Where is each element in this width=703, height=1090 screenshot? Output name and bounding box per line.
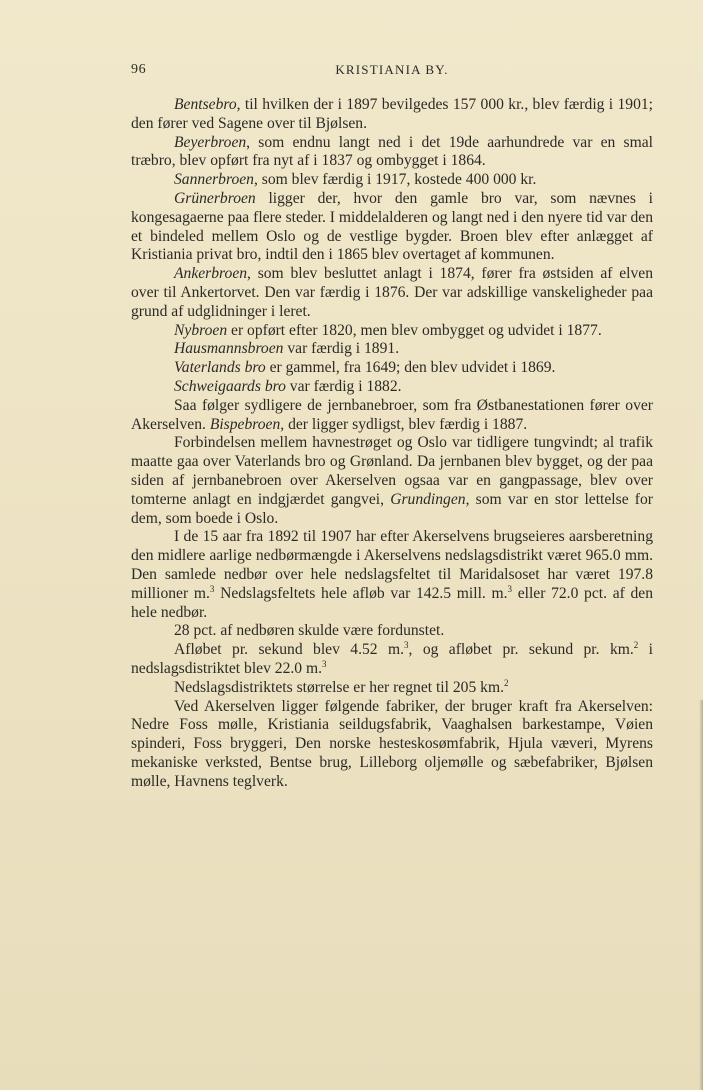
paragraph-text: , som var en stor lettelse for dem, som boede i Oslo.: [131, 490, 653, 527]
paragraph: [131, 698, 653, 792]
running-head: KRISTIANIA BY.: [335, 62, 449, 77]
paragraph-text: eller 72.0 pct. af den hele nedbør.: [131, 584, 654, 621]
bridge-name: Schweigaards bro: [174, 377, 286, 395]
paragraph: [131, 340, 653, 359]
paragraph: [131, 265, 653, 321]
paragraph: [131, 134, 653, 172]
page-number: 96: [131, 62, 147, 77]
superscript: 3: [209, 583, 215, 594]
page-header: [131, 62, 653, 82]
bridge-name: Grünerbroen: [174, 189, 256, 207]
bridge-name: Sannerbroen: [174, 171, 254, 189]
superscript: 3: [404, 640, 409, 651]
paragraph: [131, 96, 653, 134]
paragraph: [131, 622, 653, 641]
paragraph-text: var færdig i 1882.: [285, 377, 402, 395]
paragraph-text: er opført efter 1820, men blev ombygget og udvidet i 1877.: [227, 321, 602, 339]
paragraph: [131, 641, 653, 679]
paragraph-text: Afløbet pr. sekund blev 4.52 m.: [174, 641, 405, 659]
page-edge-shadow: [699, 700, 703, 1090]
body-text: [131, 96, 653, 791]
paragraph-text: Ved Akerselven ligger følgende fabriker, der bruger kraft fra Akerselven: Nedre Foss mølle, Kristiania seildugsfabrik, Vaaghalsen barkestampe, Vøien spinderi, Foss bryggeri, Den norske hesteskosømfabrik, Hjula væveri, Myrens mekaniske verksted, Bentse brug, Lilleborg oljemølle og sæbefabriker, Bjølsen mølle, Havnens teglverk.: [131, 697, 653, 790]
paragraph-text: Forbindelsen mellem havnestrøget og Oslo var tidligere tungvindt; al trafik maatte gaa over Vaterlands bro og Grønland. Da jernbanen blev bygget, og der paa siden af jernbanebroen over Akerselven ogsaa var en gangpassage, blev over tomterne anlagt en indgjærdet gangvei,: [131, 434, 653, 508]
superscript: 3: [322, 658, 327, 669]
superscript: 2: [504, 677, 509, 688]
paragraph-text: , til hvilken der i 1897 bevilgedes 157 000 kr., blev færdig i 1901; den fører ved Sagene over til Bjølsen.: [131, 96, 653, 132]
bridge-name: Nybroen: [174, 321, 228, 339]
paragraph-text: 28 pct. af nedbøren skulde være fordunstet.: [174, 622, 445, 640]
paragraph: [131, 397, 653, 435]
paragraph: [131, 359, 653, 378]
paragraph-text: , som endnu langt ned i det 19de aarhundrede var en smal træbro, blev opført fra nyt af i 1837 og ombygget i 1864.: [131, 133, 653, 170]
bridge-name: Hausmannsbroen: [174, 340, 284, 358]
paragraph-text: , der ligger sydligst, blev færdig i 1887.: [280, 415, 528, 433]
paragraph: [131, 434, 653, 528]
paragraph: [131, 378, 653, 397]
paragraph-text: i nedslagsdistriktet blev 22.0 m.: [131, 641, 653, 677]
paragraph-text: Nedslagsfeltets hele afløb var 142.5 mill. m.: [214, 584, 508, 602]
paragraph-text: , som blev besluttet anlagt i 1874, fører fra østsiden af elven over til Ankertorvet. Den var færdig i 1876. Der var adskillige vanskeligheder paa grund af udglidninger i leret.: [131, 265, 653, 320]
bridge-name: Vaterlands bro: [174, 359, 266, 377]
paragraph-text: ligger der, hvor den gamle bro var, som nævnes i kongesagaerne paa flere steder. I middelalderen og langt ned i den nyere tid var den et bindeled mellem Oslo og de vestlige bygder. Broen blev efter anlægget af Kristiania privat bro, indtil den i 1865 blev overtaget af kommunen.: [131, 189, 653, 264]
paragraph-text: , som blev færdig i 1917, kostede 400 000 kr.: [253, 171, 537, 189]
paragraph-text: er gammel, fra 1649; den blev udvidet i 1869.: [265, 359, 556, 377]
place-name: Grundingen: [390, 490, 466, 508]
paragraph: [131, 190, 653, 265]
paragraph: [131, 679, 653, 698]
paragraph: [131, 171, 653, 190]
bridge-name: Ankerbroen: [174, 265, 248, 283]
bridge-name: Bispebroen: [209, 415, 281, 433]
superscript: 2: [633, 640, 639, 651]
bridge-name: Beyerbroen: [174, 133, 247, 151]
superscript: 3: [507, 583, 513, 594]
paragraph-text: Nedslagsdistriktets størrelse er her regnet til 205 km.: [174, 678, 504, 696]
paragraph: [131, 322, 653, 341]
paragraph: [131, 528, 653, 622]
bridge-name: Bentsebro: [174, 96, 237, 113]
paragraph-text: Saa følger sydligere de jernbanebroer, som fra Østbanestationen fører over Akerselven.: [131, 396, 653, 433]
paragraph-text: , og afløbet pr. sekund pr. km.: [408, 641, 634, 659]
paragraph-text: I de 15 aar fra 1892 til 1907 har efter Akerselvens brugseieres aarsberetning den midlere aarlige nedbørmængde i Akerselvens nedslagsdistrikt været 965.0 mm. Den samlede nedbør over hele nedslagsfeltet til Maridalsoset har været 197.8 millioner m.: [131, 528, 653, 602]
paragraph-text: var færdig i 1891.: [283, 340, 400, 358]
